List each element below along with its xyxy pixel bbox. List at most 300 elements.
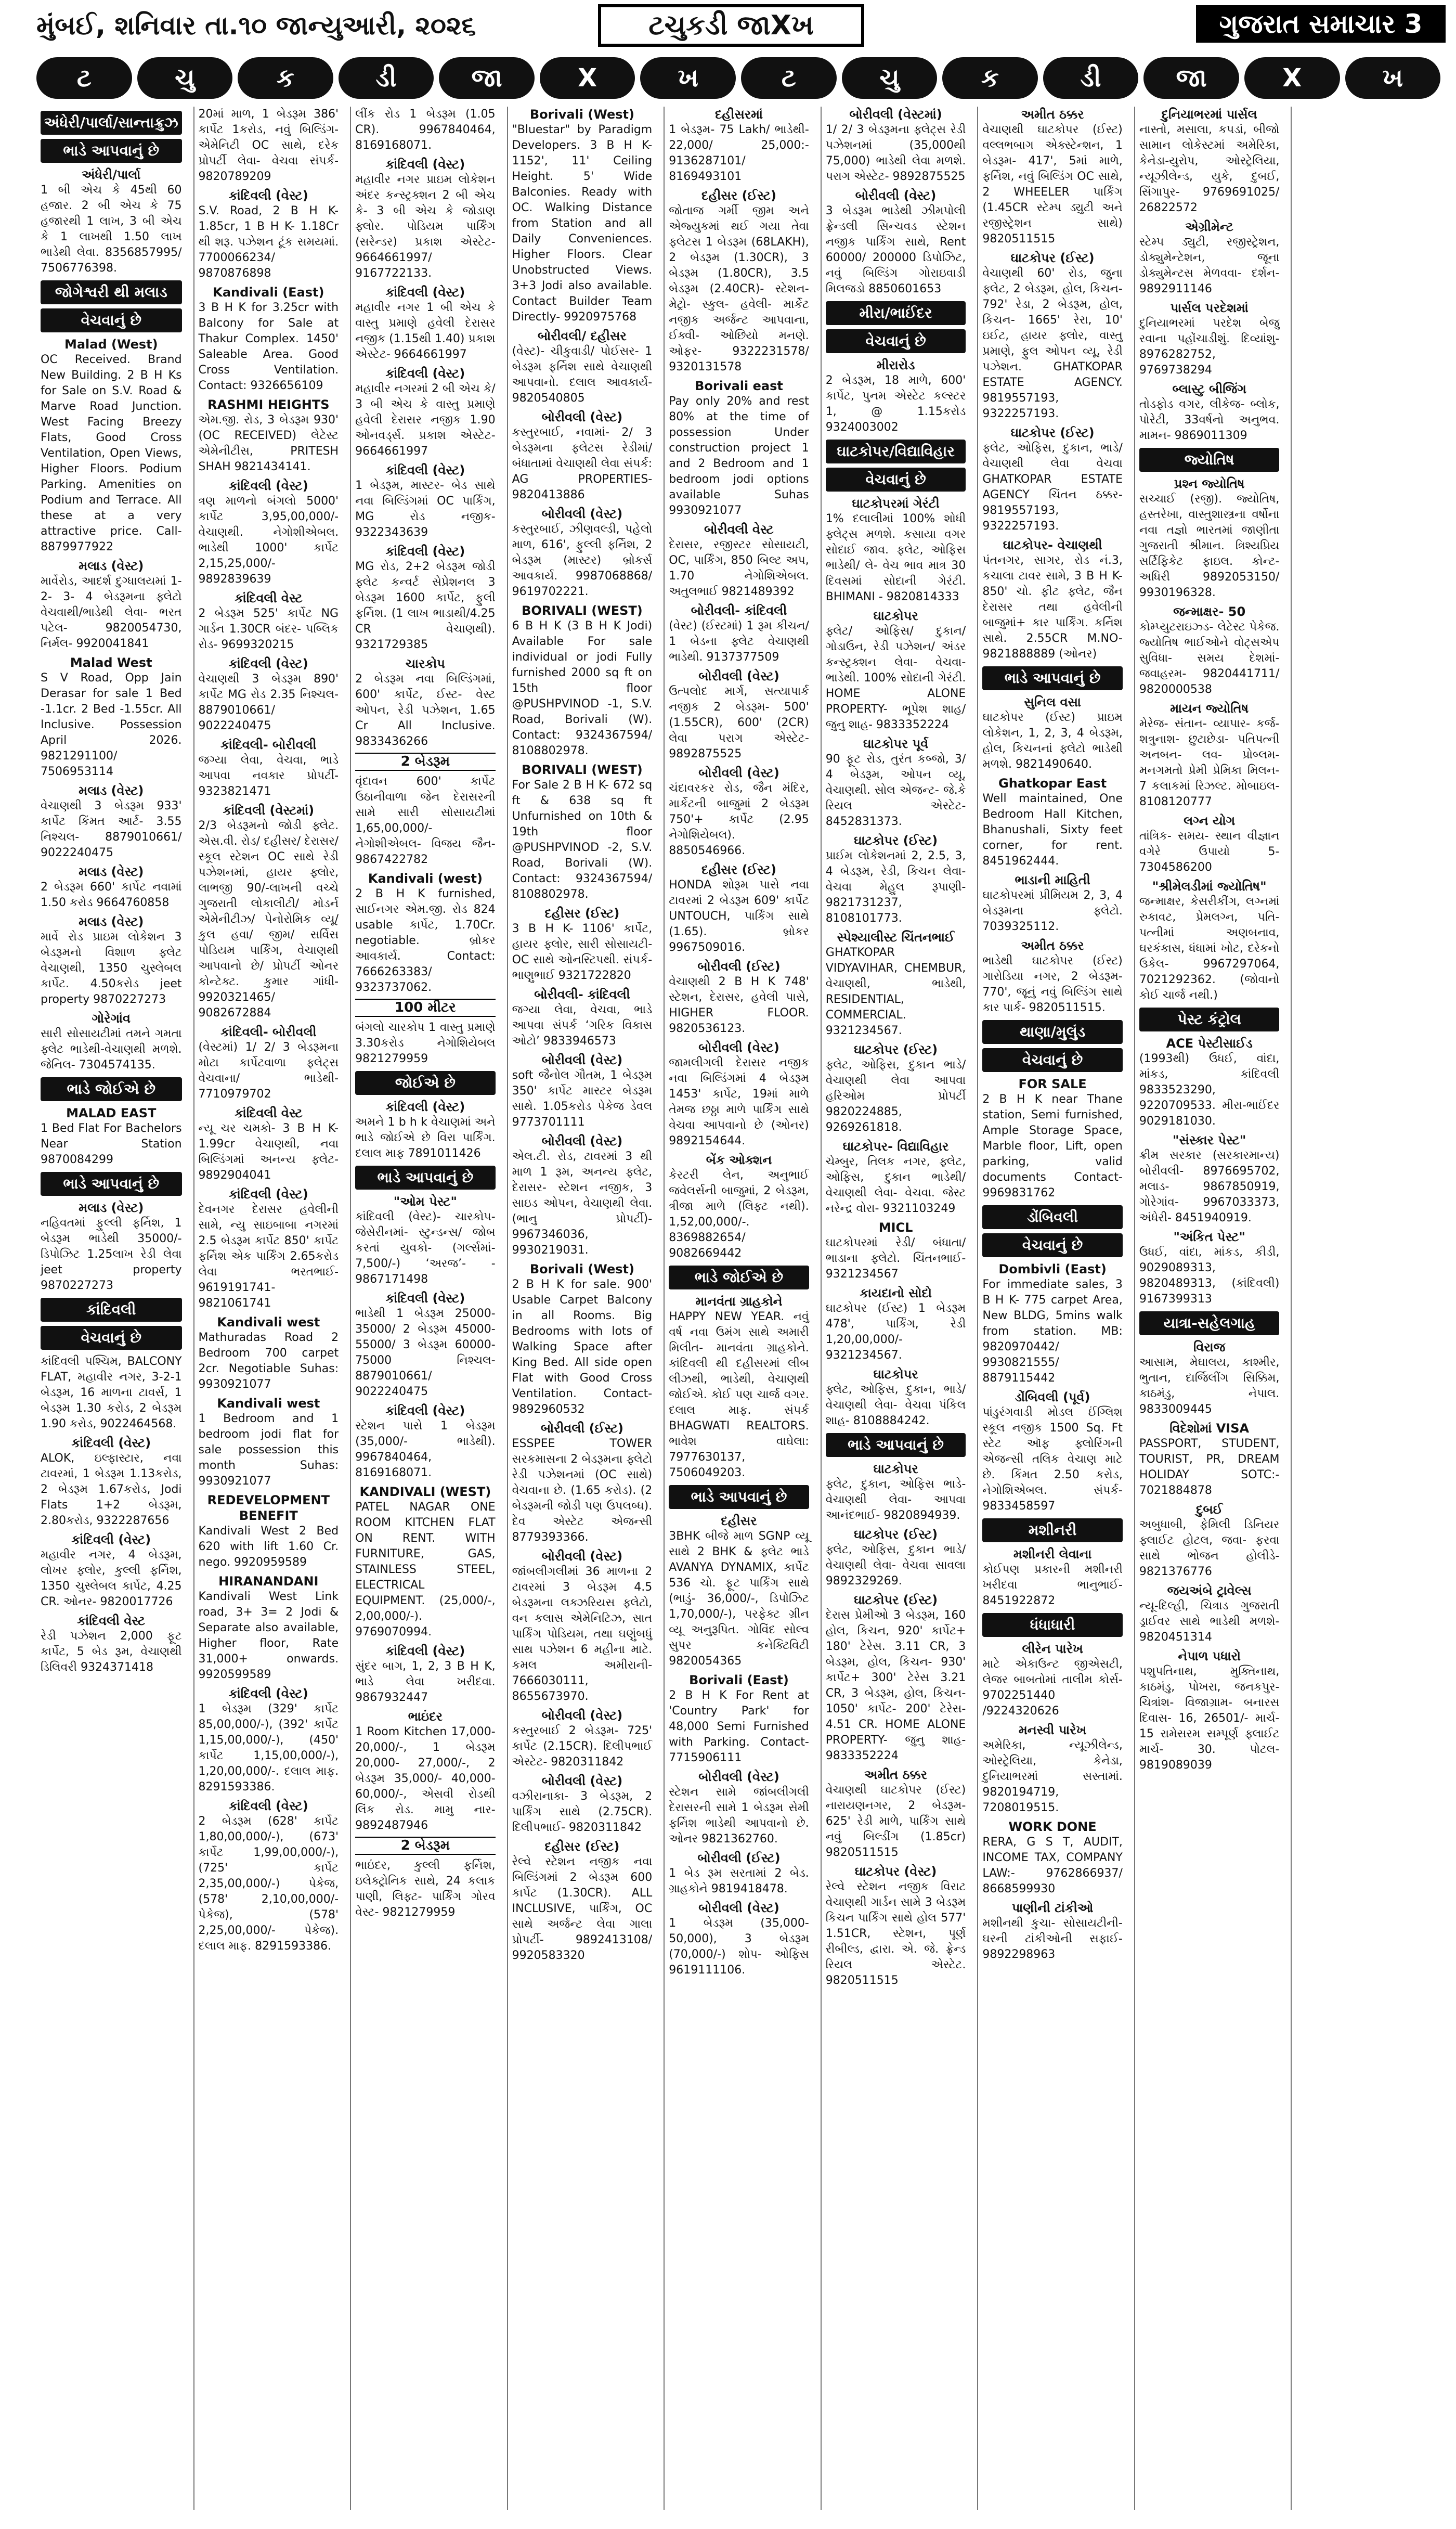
classified-ad [512, 906, 653, 984]
classified-ad [826, 930, 966, 1039]
ad-heading: દુનિયાભરમાં પાર્સલ [1161, 107, 1257, 122]
ad-heading: ગોરેગાંવ [92, 1011, 131, 1026]
ad-heading: Borivali (West) [529, 107, 634, 122]
classified-ad [199, 803, 339, 1021]
classified-ad [512, 107, 653, 325]
ad-heading: Kandivali west [217, 1396, 320, 1411]
ad-text: તાંત્રિક- સમય- સ્થાન વીજ્ઞાન વગેરે ઉપાયો 5- 7304586200 [1139, 830, 1280, 874]
section-heading: વેચવાનું છે [982, 1233, 1123, 1257]
strip-letter: X [1244, 57, 1340, 99]
ad-text: નહિવતમાં ફુલ્લી ફર્નિશ, 1 બેડરૂમ ભાડેથી 35000/- ડિપોઝિટ 1.25લાખ રેડી લેવા jeet property 9870227273 [41, 1217, 182, 1292]
column-2 [193, 107, 343, 2510]
ad-heading: ઘાટકોપર (ઈસ્ટ) [853, 1042, 938, 1057]
ad-heading: બોરીવલી (વેસ્ટ) [698, 1040, 779, 1055]
ad-text: લીંક રોડ 1 બેડરૂમ (1.05 CR). 9967840464, 8169168071. [355, 108, 496, 152]
ad-heading: દહીસર (ઈસ્ટ) [544, 1839, 620, 1854]
ad-heading: RASHMI HEIGHTS [207, 397, 330, 412]
ad-text: બંગલો ચારકોપ 1 વાસ્તુ પ્રમાણે 3.30કરોડ નેગોશિયેબલ 9821279959 [355, 1021, 496, 1065]
classified-ad [41, 558, 182, 652]
classified-ad [41, 1200, 182, 1294]
ad-heading: સુનિલ વસા [1024, 695, 1081, 709]
ad-text: HAPPY NEW YEAR. નવું વર્ષ નવા ઉમંગ સાથે અમારી મિલીત- માનવંતા ગ્રાહકોને. કાંદિવલી થી દહીસરમાં લીબ લીઝથી, ભાડેથી, વેચાણથી જોઈએ. કોઈ પણ ચાર્જ વગર. દલાલ માફ. સંપર્ક BHAGWATI REALTORS. ભાવેશ વાઘેલા: 7977630137, 7506049203. [669, 1310, 809, 1479]
classified-ad [512, 762, 653, 902]
ad-text: ફ્લેટ, દુકાન, ઓફિસ ભાડે- વેચાણથી લેવા- આપવા આનંદભાઈ- 9820894939. [825, 1478, 966, 1522]
classified-ad [982, 776, 1123, 869]
classified-ad [512, 409, 653, 503]
ad-heading: Kandivali (East) [213, 285, 324, 300]
ad-heading: માયન જ્યોતિષ [1170, 701, 1249, 716]
classified-ad [355, 656, 496, 750]
strip-letter: ખ [1345, 57, 1441, 99]
classified-ad [355, 1403, 496, 1481]
ad-heading: વિદેશોમાં VISA [1169, 1421, 1250, 1436]
ad-heading: વિરાજ [1193, 1340, 1226, 1354]
ad-text: 1 Room Kitchen 17,000- 20,000/-, 1 બેડરૂમ 20,000- 27,000/-, 2 બેડરૂમ 35,000/- 40,000- 60,000/-, એસવી રોડથી લિંક રોડ. મામુ નાર- 9892487946 [355, 1725, 496, 1832]
classified-ad [826, 496, 966, 605]
classified-ad [982, 1722, 1123, 1816]
section-heading: યાત્રા-સહેલગાહ [1139, 1311, 1280, 1335]
column-4 [507, 107, 657, 2510]
ad-text: જાંબલીગલીમાં 36 માળના 2 ટાવરમાં 3 બેડરૂમ 4.5 બેડરૂમના લક્ઝરિયસ ફ્લેટો, વન કલાસ એમેનિટિઝ, સાત પાર્કિંગ પોડિયમ, તથા ઘણુંબધું સાથ પઝેશન 6 મહીના માટે. કમલ અમીરાની- 7666030111, 8655673970. [512, 1565, 653, 1703]
ad-text: જગ્યા લેવા, વેચવા, ભાડે આપવા નવકાર પ્રોપર્ટી- 9323821471 [198, 754, 339, 798]
classified-columns [36, 107, 1440, 2510]
ad-heading: કાંદિવલી વેસ્ટ [234, 591, 303, 605]
classified-ad [355, 544, 496, 653]
ad-heading: "અંકિત પેસ્ટ" [1173, 1230, 1245, 1244]
ad-heading: દહીસર (ઈસ્ટ) [701, 188, 776, 203]
ad-text: પાંડુરંગવાડી મોડલ ઈંગ્લિશ સ્કૂલ નજીક 1500 Sq. Ft સ્ટેટ ઑફ ફ્લોરિંગની એજન્સી તલિક વેચાણ માટે છે. કિંમત 2.50 કરોડ, નેગોશિએબલ. સંપર્ક- 9833458597 [982, 1406, 1123, 1513]
ad-heading: Ghatkopar East [998, 776, 1107, 791]
ad-text: માર્વે રોડ પ્રાઇમ લોકેશન 3 બેડરૂમનો વિશાળ ફ્લેટ વેચાણથી, 1350 ચુસ્લેબલ કાર્પેટ. 4.50કરોડ jeet property 9870227273 [41, 931, 182, 1006]
strip-letter: ટ [36, 57, 132, 99]
ad-text: Kandivali West 2 Bed 620 with lift 1.60 Cr. nego. 9920959589 [198, 1525, 339, 1569]
ad-text: માર્વેરોડ, આદર્શ દુગ્ધાલયમાં 1- 2- 3- 4 બેડરૂમના ફ્લેટો વેચવાથી/ભાડેથી લેવા- ભરત પટેલ- 9820054730, નિર્મલ- 9920041841 [41, 575, 182, 650]
section-heading: ડોંબિવલી [982, 1205, 1123, 1229]
ad-heading: બોરીવલી (ઈસ્ટ) [697, 1851, 781, 1865]
strip-letter: ક [238, 57, 333, 99]
ad-heading: ઘાટકોપર (ઈસ્ટ) [853, 1527, 938, 1542]
classified-ad [199, 397, 339, 475]
classified-ad [199, 478, 339, 587]
classified-ad [41, 783, 182, 861]
ad-heading: બોરીવલી (વેસ્ટ) [698, 1770, 779, 1784]
classified-ad [41, 1105, 182, 1168]
classified-ad [669, 603, 809, 665]
ad-heading: અમીત ઠક્કર [864, 1767, 927, 1782]
classified-ad [355, 366, 496, 459]
ad-heading: જન્માક્ષર- 50 [1173, 604, 1246, 619]
ad-text: ફ્લેટ, ઓફિસ, દુકાન ભાડે/ વેચાણથી લેવા- વેચવા સાવલા 9892329269. [825, 1543, 966, 1588]
column-6 [821, 107, 970, 2510]
section-heading: મીરા/ભાઈંદર [826, 301, 966, 325]
section-heading: વેચવાનું છે [41, 1326, 182, 1350]
ad-text: 2 B H K near Thane station, Semi furnished, Ample Storage Space, Marble floor, Lift, open parking, valid documents Contact- 9969831762 [982, 1093, 1123, 1199]
section-heading: થાણા/મુલુંડ [982, 1020, 1123, 1044]
ad-heading: સ્પેશ્યાલીસ્ટ ચિંતનભાઈ [837, 930, 955, 945]
ad-heading: બોરીવલી (વેસ્ટ) [541, 507, 623, 521]
ad-text: કોઈપણ પ્રકારની મશીનરી ખરીદવા ભાનુભાઈ- 8451922872 [982, 1563, 1123, 1607]
section-heading: ભાડે આપવાનું છે [41, 1172, 182, 1196]
classified-ad [982, 250, 1123, 422]
ad-text: રેલ્વે સ્ટેશન નજીક વિરાટ વેચાણથી ગાર્ડન સામે 3 બેડરૂમ કિચન પાર્કિંગ સાથે હોલ 577' 1.51CR, સ્ટેશન, પૂર્ણ રીબીલ્ડ, દ્વારા. એ. જે. ફ્રેન્ડ રિયલ એસ્ટેટ. 9820511515 [825, 1880, 966, 1987]
sub-heading: 100 મીટર [355, 999, 496, 1017]
ad-heading: ઘાટકોપર [873, 1367, 918, 1382]
ad-heading: નેપાળ પધારો [1178, 1649, 1241, 1663]
classified-ad [826, 1139, 966, 1217]
ad-text: જગ્યા લેવા, વેચવા, ભાડે આપવા સંપર્ક ‘ગરિક વિકાસ ઓટો’ 9833946573 [512, 1003, 653, 1048]
classified-ad [199, 188, 339, 281]
classified-ad [982, 537, 1123, 662]
classified-ad [355, 462, 496, 540]
ad-text: મહાવીર નગરમાં 2 બી એચ કે/ 3 બી એચ કે વાસ્તુ પ્રમાણે હવેલી દેરાસર નજીક 1.90 ઓનવર્ડ્સ. પ્રકાશ એસ્ટેટ- 9664661997 [355, 382, 496, 458]
classified-ad [669, 765, 809, 859]
classified-ad [826, 1220, 966, 1282]
ad-text: 2 બેડરૂમ, 18 માળે, 600' કાર્પેટ, પુનમ એસ્ટેટ કલ્સ્ટર 1, @ 1.15કરોડ 9324003002 [825, 374, 966, 434]
ad-heading: અમીત ઠક્કર [1021, 938, 1084, 953]
ad-text: ભાઇંદર, કુલ્લી ફર્નિશ, ઇલેક્ટ્રોનિક સાથે, 24 કલાક પાણી, લિફ્ટ- પાર્કિંગ ગોરવ વેસ્ટ- 9821279959 [355, 1859, 496, 1919]
ad-text: 90 ફૂટ રોડ, તુરંત કબ્જો, 3/ 4 બેડરૂમ, ઓપન વ્યૂ, વેચાણથી. સોલ એજન્ટ- જે.કે રિયલ એસ્ટેટ- 8452831373. [825, 753, 966, 828]
ad-heading: બેંક ઓક્શન [706, 1153, 772, 1167]
classified-ad [826, 357, 966, 435]
ad-text: (1993થી) ઉધઈ, વાંદા, માંકડ, કાંદિવલી 9833523290, 9220709533. મીરા-ભાઈંદર 9029181030. [1139, 1052, 1280, 1128]
ad-text: 20માં માળ, 1 બેડરૂમ 386' કાર્પેટ 1કરોડ, નવું બિલ્ડિંગ- એમેનિટી OC સાથે, દરેક પ્રોપર્ટી લેવા- વેચવા સંપર્ક- 9820789209 [198, 108, 339, 183]
ad-heading: બોરીવલી (વેસ્ટ) [855, 188, 937, 203]
ad-heading: મલાડ (વેસ્ટ) [79, 914, 144, 929]
ad-heading: WORK DONE [1008, 1820, 1097, 1834]
classified-ad [41, 1011, 182, 1073]
ad-text: ન્યૂ-દિલ્હી, ચિત્રાડ ગુજરાતી ડ્રાઈવર સાથે ભાડેથી મળશે- 9820451314 [1139, 1599, 1280, 1644]
ad-text: સચ્ચાઈ (રજી). જ્યોતિષ, હસ્તરેખા, વાસ્તુશાસ્ત્રના વર્ષોના નવા તજ્ઞો ભારતમાં જાણીતા ગુજરાતી શ્રીમાન. ત્રિશ્યપ્રિય સર્ટિફિકેટ ફાઇલ. કોન્ટ- અધિરી 9892053150/ 9930196328. [1139, 493, 1280, 599]
ad-text: રેલ્વે સ્ટેશન નજીક નવા બિલ્ડિંગમાં 2 બેડરૂમ 600 કાર્પેટ (1.30CR). ALL INCLUSIVE, પાર્કિંગ, OC સાથે અર્જન્ટ લેવા ગાલા પ્રોપર્ટી- 9892413108/ 9920583320 [512, 1855, 653, 1962]
section-heading: ભાડે આપવાનું છે [355, 1166, 496, 1190]
ad-text: 1 બેડરૂમ (329' કાર્પેટ 85,00,000/-), (392' કાર્પેટ 1,15,00,000/-), (450' કાર્પેટ 1,15,00,000/-), 1,20,00,000/-. દલાલ માફ. 8291593386. [198, 1702, 339, 1793]
classified-ad [41, 914, 182, 1008]
ad-heading: ઘાટકોપર (ઈસ્ટ) [853, 833, 938, 848]
classified-ad [512, 328, 653, 406]
ad-text: 2/3 બેડરૂમનો જોડી ફ્લેટ. એસ.વી. રોડ/ દહીસર/ દેરાસર/ સ્કૂલ સ્ટેશન OC સાથે રેડી પઝેશનમાં, હાયર ફ્લોર, લાભજી 90/-લાખની વચ્ચે ગુજરાતી લોકાલીટી/ મોડર્ન એમેનીટીઝ/ પેનોરોમિક વ્યૂ/ કુલ હવા/ જીમ/ સર્વિસ પોડિયમ પાર્કિંગ, વેચાણથી આપવાનો છે/ પ્રોપર્ટી ઓનર કોન્ટેક્ટ. કુમાર ગાંધી- 9920321465/ 9082672884 [198, 819, 339, 1020]
section-title: ટચુકડી જાXખ [598, 4, 864, 47]
ad-text: S V Road, Opp Jain Derasar for sale 1 Bed -1.1cr. 2 Bed -1.55cr. All Inclusive. Possession April 2026. 9821291100/ 7506953114 [41, 672, 182, 778]
ad-text: અમેરિકા, ન્યૂઝીલેન્ડ, ઓસ્ટ્રેલિયા, કેનેડા, દુનિયાભરમાં સસ્તામાં. 9820194719, 7208019515. [982, 1739, 1123, 1814]
ad-text: soft જૈનોલ ગૌતમ, 1 બેડરૂમ 350' કાર્પેટ માસ્ટર બેડરૂમ સાથે. 1.05કરોડ પેકેજ ડેવલ 9773701111 [512, 1069, 653, 1129]
ad-heading: Kandivali (west) [368, 871, 483, 886]
classified-ad [199, 656, 339, 734]
ad-text: મશીનથી કુચા- સોસાયટીની- ઘરની ટાંકીઓની સફાઈ- 9892298963 [982, 1917, 1123, 1961]
ad-text: સ્ટેશન સામે જાંબલીગલી દેરાસરની સામે 1 બેડરૂમ સેમી ફર્નિશ ભાડેથી આપવાનો છે. ઓનર 9821362760. [669, 1786, 809, 1846]
ad-text: દેવનગર દેરાસર હવેલીની સામે, ન્યુ સાઇબાબા નગરમાં 2.5 બેડરૂમ કાર્પેટ 850' કાર્પેટ ફર્નિશ એક પાર્કિંગ 2.65કરોડ લેવા ભરતભાઈ- 9619191741- 9821061741 [198, 1203, 339, 1310]
section-heading: કાંદિવલી [41, 1298, 182, 1322]
ad-text: 1 બેડરૂમ- 75 Lakh/ ભાડેથી- 22,000/ 25,000:- 9136287101/ 8169493101 [669, 123, 809, 183]
ad-text: S.V. Road, 2 B H K- 1.85cr, 1 B H K- 1.18Cr થી શરૂ. પઝેશન ટૂંક સમયમાં. 7700066234/ 9870876898 [198, 204, 339, 280]
ad-heading: ઘાટકોપર (ઈસ્ટ) [1010, 251, 1095, 265]
ad-text: 3 B H K for 3.25cr with Balcony for Sale at Thakur Complex. 1450' Saleable Area. Good Cross Ventilation. Contact: 9326656109 [198, 301, 339, 392]
ad-text: 3BHK બીજે માળ SGNP વ્યૂ સાથે 2 BHK & ફ્લેટ ભાડે AVANYA DYNAMIX, કાર્પેટ 536 ચો. ફૂટ પાર્કિંગ સાથે (ભાડું- 36,000/-, ડિપોઝિટ 1,70,000/-), પરફેક્ટ ગ્રીન વ્યૂ અનુરૂપિત. ગોવિંદ સોલ્વ સુપર કનેક્ટિવિટી 9820054365 [669, 1530, 809, 1668]
ad-heading: REDEVELOPMENT BENEFIT [207, 1493, 330, 1523]
ad-heading: કાંદિવલી (વેસ્ટ) [71, 1436, 151, 1450]
ad-heading: બોરીવલી (વેસ્ટમાં) [849, 107, 942, 122]
ad-text: માટે એકાઉન્ટ જીએસટી, લેજર બાબતોમાં તાલીમ કોર્સ- 9702251440 /9224320626 [982, 1658, 1123, 1718]
ad-text: 2 બેડરૂમ 660' કાર્પેટ નવામાં 1.50 કરોડ 9664760858 [41, 881, 182, 909]
ad-text: Pay only 20% and rest 80% at the time of possession Under construction project 1 and 2 Bedroom and 1 bedroom jodi options available Suhas 9930921077 [669, 395, 809, 517]
classified-ad [512, 603, 653, 759]
ad-text: PASSPORT, STUDENT, TOURIST, PR, DREAM HOLIDAY SOTC:- 7021884878 [1139, 1437, 1280, 1497]
column-3 [350, 107, 500, 2510]
newspaper-name: ગુજરાત સમાચાર 3 [1196, 5, 1446, 43]
ad-heading: બોરીવલી (વેસ્ટ) [698, 766, 779, 780]
ad-heading: ઘાટકોપર [873, 1462, 918, 1476]
ad-heading: મીરારોડ [876, 358, 915, 372]
ad-text: વઝીરાનાકા- 3 બેડરૂમ, 2 પાર્કિંગ સાથે (2.75CR). દિલીપભાઈ- 9820311842 [512, 1790, 653, 1834]
ad-text: (વેસ્ટ) (ઈસ્ટમાં) 1 રૂમ કીચન/ 1 બેડના ફ્લેટ વેચાણથી ભાડેથી. 9137377509 [669, 620, 809, 664]
classified-ad [1139, 1583, 1280, 1645]
ad-text: Mathuradas Road 2 Bedroom 700 carpet 2cr. Negotiable Suhas: 9930921077 [198, 1331, 339, 1391]
classified-ad [1139, 1132, 1280, 1226]
column-7 [977, 107, 1127, 2510]
ad-heading: પાણીની ટાંકીઓ [1011, 1901, 1094, 1915]
ad-text: For Sale 2 B H K- 672 sq ft & 638 sq ft Unfurnished on 10th & 19th floor @PUSHPVINOD -2, S.V. Road, Borivali (W). Contact: 9324367594/ 8108802978. [512, 779, 653, 901]
section-heading: ઘાટકોપર/વિદ્યાવિહાર [826, 440, 966, 463]
section-heading: વેચવાનું છે [826, 329, 966, 353]
ad-text: ત્રણ માળનો બંગલો 5000' કાર્પેટ 3,95,00,000/- વેચાણથી. નેગોશીએબલ. ભાડેથી 1000' કાર્પેટ 2,15,25,000/- 9892839639 [198, 495, 339, 586]
classified-ad [1139, 476, 1280, 601]
classified-ad [1139, 381, 1280, 444]
ad-text: વેચાણથી 60' રોડ, જુના ફ્લેટ, 2 બેડરૂમ, હોલ, કિચન- 792' રેડા, 2 બેડરૂમ, હોલ, કિચન- 1665' રેરા, 10' ઇઈટ, હાયર ફ્લોર, વાસ્તુ પ્રમાણે, ફુલ ઓપન વ્યૂ, રેડી પઝેશન. GHATKOPAR ESTATE AGENCY. 9819557193, 9322257193. [982, 267, 1123, 420]
ad-heading: કાંદિવલી (વેસ્ટ) [385, 1403, 465, 1418]
ad-text: PATEL NAGAR ONE ROOM KITCHEN FLAT ON RENT. WITH FURNITURE, GAS, STAINLESS STEEL, ELECTRICAL EQUIPMENT. (25,000/-, 2,00,000/-). 9769070994. [355, 1501, 496, 1638]
classified-ad [669, 1294, 809, 1481]
ad-heading: ભાઇંદર [408, 1709, 443, 1724]
ad-heading: બોરીવલી- કાંદિવલી [534, 987, 630, 1002]
ad-text: જામલીગલી દેરાસર નજીક નવા બિલ્ડિંગમાં 4 બેડરૂમ 1453' કાર્પેટ, 19માં માળે તેમજ છઠ્ઠા માળે પાર્કિંગ સાથે વેચવા આપવાનો છે (ઓનર) 9892154644. [669, 1056, 809, 1147]
classified-ad [826, 1864, 966, 1989]
ad-text: ચેમ્બુર, તિલક નગર, ફ્લેટ, ઓફિસ, દુકાન ભાડેથી/ વેચાણથી લેવા- વેચવા. જેસ્ટ નરેન્દ્ર વોરા- 9321103249 [825, 1155, 966, 1215]
classified-ad [982, 694, 1123, 772]
ad-heading: અમીત ઠક્કર [1021, 107, 1084, 122]
ad-heading: ભાડાની માહિતી [1015, 873, 1090, 887]
ad-heading: લીરેન પારેખ [1022, 1642, 1083, 1656]
ad-text: ઉત્પલોદ માર્ગ, સત્યાપાર્ક નજીક 2 બેડરૂમ- 500' (1.55CR), 600' (2CR) લેવા પરાગ એસ્ટેટ- 9892875525 [669, 685, 809, 760]
ad-text: ઉધઈ, વાંદા, માંકડ, કીડી, 9029089313, 9820489313, (કાંદિવલી) 9167399313 [1139, 1246, 1280, 1306]
ad-heading: પાર્સલ પરદેશમાં [1170, 301, 1249, 315]
ad-heading: બોરીવલી (વેસ્ટ) [541, 1708, 623, 1723]
classified-ad [669, 107, 809, 185]
classified-ad [669, 1769, 809, 1847]
classified-ad [512, 506, 653, 600]
ad-text: પશુપતિનાથ, મુક્તિનાથ, કાઠમંડુ, પોખરા, જનકપુર- ચિત્રાંશ- વિજાગ્રામ- બનારસ દિવાસ- 16, 26501/- માર્ચ- 15 રામેસરમ સમ્પૂર્ણ ફ્લાઈટ માર્ચ- 30. પોટલ- 9819089039 [1139, 1665, 1280, 1772]
ad-text: 3 બેડરૂમ ભાડેથી ઝીમપોલી ફ્રેન્ડલી સિન્ચવડ સ્ટેશન નજીક પાર્કિંગ સાથે, Rent 60000/ 200000 ડિપોઝિટ, નવું બિલ્ડિંગ ગોરાઇવાડી મિલજડો 8850601653 [825, 204, 966, 295]
section-heading: વેચવાનું છે [826, 468, 966, 492]
classified-ad [669, 1900, 809, 1978]
ad-heading: "ઓમ પેસ્ટ" [393, 1194, 458, 1209]
ad-heading: કાંદિવલી વેસ્ટ [234, 1106, 303, 1120]
ad-text: દુનિયાભરમાં પરદેશ બેજુ રવાના પહોંચાડીશું. દિવ્યાંશુ- 8976282752, 9769738294 [1139, 317, 1280, 377]
classified-ad [982, 1641, 1123, 1719]
ad-heading: Dombivli (East) [998, 1262, 1107, 1276]
classified-ad [1139, 1421, 1280, 1499]
section-heading: અંધેરી/પાર્લા/સાન્તાક્રુઝ [41, 111, 182, 135]
classified-ad [826, 1366, 966, 1429]
classified-ad [512, 1133, 653, 1258]
ad-text: HONDA શોરૂમ પાસે નવા ટાવરમાં 2 બેડરૂમ 609' કાર્પેટ UNTOUCH, પાર્કિંગ સાથે (1.65). બ્રોકર 9967509016. [669, 879, 809, 954]
ad-text: અમને 1 b h k વેચાણમાં અને ભાડે જોઈએ છે વિરા પાર્કિંગ. દલાલ માફ 7891011426 [355, 1116, 496, 1160]
classified-ad [1139, 107, 1280, 216]
ad-heading: દહીસરમાં [714, 107, 763, 122]
ad-text: એમ.જી. રોડ, 3 બેડરૂમ 930' (OC RECEIVED) લેટેસ્ટ એમેનીટીસ, PRITESH SHAH 9821434141. [198, 414, 339, 473]
classified-ad [982, 425, 1123, 534]
classified-ad [41, 337, 182, 555]
ad-text: સારી સોસાયટીમાં તમને ગમતા ફ્લેટ ભાડેથી-વેચાણથી મળશે. જેનિલ- 7304574135. [41, 1027, 182, 1072]
classified-ad [1139, 1036, 1280, 1129]
ad-heading: BORIVALI (WEST) [522, 763, 643, 777]
classified-ad [355, 107, 496, 153]
ad-text: 2 બેડરૂમ 525' કાર્પેટ NG ગાર્ડન 1.30CR બંદર- પબ્લિક રોડ- 9699320215 [198, 607, 339, 651]
ad-heading: મલાડ (વેસ્ટ) [79, 559, 144, 573]
strip-letter: ડી [339, 57, 434, 99]
classified-ad [669, 378, 809, 519]
ad-text: મેરેજ- સંતાન- વ્યાપાર- કર્જ- શત્રુનાશ- છુટાછેડા- પતિપત્ની અનબન- લવ- પ્રોબ્લમ- મનગમતો પ્રેમી પ્રેમિકા મિલન- 7 કલાકમાં રિઝલ્ટ. મોબાઇલ- 8108120777 [1139, 717, 1280, 808]
ad-heading: બોરીવલી/ દહીસર [538, 329, 627, 343]
ad-heading: કાંદિવલી (વેસ્ટ) [385, 463, 465, 478]
ad-text: ફ્લેટ, ઓફિસ, દુકાન, ભાડે/ વેચાણથી લેવા વેચવા GHATKOPAR ESTATE AGENCY ચિંતન ઠક્કર- 9819557193, 9322257193. [982, 442, 1123, 533]
ad-text: આસામ, મેઘાલય, કાશ્મીર, ભુતાન, દાર્જિલીંગ સિક્કિમ, કાઠમંડુ, નેપાલ. 9833009445 [1139, 1356, 1280, 1416]
classified-ad [669, 1152, 809, 1261]
ad-heading: બોરીવલી (વેસ્ટ) [698, 669, 779, 683]
classified-ad [199, 737, 339, 799]
strip-letter: ડી [1043, 57, 1139, 99]
ad-heading: કાયદાનો સોદો [860, 1286, 932, 1300]
classified-ad [199, 285, 339, 394]
classified-ad [826, 833, 966, 926]
ad-text: 1 બેડરૂમ (35,000- 50,000), 3 બેડરૂમ (70,000/-) શોપ- ઓફિસ 9619111106. [669, 1917, 809, 1977]
masthead [0, 0, 1456, 57]
classified-ad [199, 1686, 339, 1795]
classified-ad [512, 1549, 653, 1705]
ad-text: ભાડેથી ઘાટકોપર (ઈસ્ટ) ગારોડિયા નગર, 2 બેડરૂમ- 770', જૂનું નવું બિલ્ડિંગ સાથે કાર પાર્ક- 9820511515. [982, 954, 1123, 1014]
strip-letter: ચુ [137, 57, 233, 99]
ad-text: ફ્લેટ, ઓફિસ, દુકાન, ભાડે/ વેચાણથી લેવા- વેચવા પંકિલ શાહ- 8108884242. [825, 1383, 966, 1427]
ad-heading: Borivali east [695, 379, 783, 393]
section-heading: ભાડે આપવાનું છે [826, 1433, 966, 1457]
ad-text: રેડી પઝેશન 2,000 ફૂટ કાર્પેટ, 5 બેડ રૂમ, વેચાણથી ડિલિવરી 9324371418 [41, 1630, 182, 1674]
ad-heading: MALAD EAST [66, 1106, 157, 1120]
classified-ad [512, 1773, 653, 1836]
ad-heading: ચારકોપ [405, 656, 445, 671]
ad-heading: પ્રશ્ન જ્યોતિષ [1174, 476, 1245, 491]
classified-ad [826, 608, 966, 733]
ad-text: Kandivali West Link road, 3+ 3= 2 Jodi & Separate also available, Higher floor, Rate 31,000+ onwards. 9920599589 [198, 1590, 339, 1681]
ad-heading: અંધેરી/પાર્લા [82, 167, 141, 182]
ad-text: 1 Bedroom and 1 bedroom jodi flat for sale possession this month Suhas: 9930921077 [198, 1412, 339, 1488]
ad-text: કસ્તુરબાઈ, નવામાં- 2/ 3 બેડરૂમના ફ્લેટસ રેડીમાં/ બંધાતામાં વેચાણથી લેવા સંપર્ક: AG PROPERTIES- 9820413886 [512, 426, 653, 501]
classified-ad [512, 987, 653, 1049]
ad-heading: ડોંબિવલી (પૂર્વ) [1015, 1390, 1090, 1404]
classified-ad [512, 1261, 653, 1417]
classified-ad [1139, 1339, 1280, 1417]
classified-ad [41, 1435, 182, 1529]
ad-text: 6 B H K (3 B H K Jodi) Available For sale individual or jodi Fully furnished 2000 sq ft on 15th floor @PUSHPVINOD -1, S.V. Road, Borivali (W). Contact: 9324367594/ 8108802978. [512, 620, 653, 757]
classified-ad [199, 1396, 339, 1489]
ad-text: ન્યૂ ચર ચમકો- 3 B H K- 1.99cr વેચાણથી, નવા બિલ્ડિંગમાં અનન્ય ફ્લેટ- 9892904041 [198, 1122, 339, 1182]
classified-ad [826, 1767, 966, 1861]
ad-text: કસ્તુરબાઈ, ઝીણવલ્ડી, પહેલો માળ, 616', ફુલ્લી ફર્નિશ, 2 બેડરૂમ (માસ્ટર) બ્રોકર્સ આવકાર્ય. 9987068868/ 9619702221. [512, 523, 653, 598]
ad-text: પંતનગર, સાગર, રોડ નં.3, કચાલા ટાવર સામે, 3 B H K- 850' ચો. ફીટ ફ્લેટ, જૈન દેરાસર તથા હવેલીની બાજુમાં+ કાર પાર્કિંગ. કર્નિશ સાથે. 2.55CR M.NO- 9821888889 (ઓનર) [982, 554, 1123, 661]
classified-ad [355, 157, 496, 281]
ad-heading: કાંદિવલી (વેસ્ટ) [228, 1187, 308, 1202]
section-heading: ભાડે આપવાનું છે [982, 666, 1123, 690]
ad-heading: મલાડ (વેસ્ટ) [79, 783, 144, 798]
ad-text: (વેસ્ટ)- ચીકુવાડી/ પોઈસર- 1 બેડરૂમ ફર્નિશ સાથે વેચાણથી આપવાનો. દલાલ આવકાર્ય- 9820540805 [512, 345, 653, 405]
classified-ad [1139, 219, 1280, 297]
ad-text: ક્રીમ સરકાર (સરકારમાન્ય) બોરીવલી- 8976695702, મલાડ- 9867850919, ગોરેગાંવ- 9967033373, અંધેરી- 8451940919. [1139, 1149, 1280, 1224]
classified-ad [669, 1040, 809, 1149]
ad-heading: કાંદિવલી (વેસ્ટ) [385, 366, 465, 381]
ad-heading: ઘાટકોપર- વેચાણથી [1003, 538, 1102, 552]
ad-text: 2 B H K For Rent at 'Country Park' for 48,000 Semi Furnished with Parking. Contact- 7715906111 [669, 1689, 809, 1764]
ad-text: MG રોડ, 2+2 બેડરૂમ જોડી ફ્લેટ કન્વર્ટ સેપ્રેશનલ 3 બેડરૂમ 1600 કાર્પેટ, ફુલી ફર્નિશ. (1 લાખ ભાડાથી/4.25 CR વેચાણથી). 9321729385 [355, 560, 496, 651]
section-heading: જ્યોતિષ [1139, 448, 1280, 472]
classified-ad [1139, 1229, 1280, 1307]
ad-text: GHATKOPAR VIDYAVIHAR, CHEMBUR, વેચાણથી, ભાડેથી, RESIDENTIAL, COMMERCIAL. 9321234567. [825, 946, 966, 1037]
classified-ad [512, 1708, 653, 1770]
classified-ad [41, 167, 182, 276]
classified-ad [355, 1291, 496, 1400]
section-heading: ધંધાધારી [982, 1613, 1123, 1637]
ad-text: 1 બી એચ કે 45થી 60 હજાર. 2 બી એચ કે 75 હજારથી 1 લાખ, 3 બી એચ કે 1 લાખથી 1.50 લાખ ભાડેથી લેવા. 8356857995/ 7506776398. [41, 184, 182, 275]
ad-heading: કાંદિવલી (વેસ્ટમાં) [223, 803, 315, 818]
classified-ad [669, 668, 809, 762]
ad-heading: કાંદિવલી (વેસ્ટ) [228, 656, 308, 671]
classified-ad [826, 1592, 966, 1764]
classified-ad [355, 871, 496, 996]
ad-heading: બોરીવલી (ઈસ્ટ) [697, 959, 781, 974]
classified-ad [199, 1024, 339, 1102]
section-heading: ભાડે જોઈએ છે [669, 1266, 809, 1289]
ad-text: કેરટરી લેન, અનુભાઈ જવેલર્સની બાજુમાં, 2 બેડરૂમ, ત્રીજા માળે (લિફ્ટ નથી). 1,52,00,000/-. 8369882654/ 9082669442 [669, 1169, 809, 1260]
ad-heading: બ્લાસ્ટુ બીજિંગ [1172, 382, 1246, 396]
ad-text: મહાવીર નગર 1 બી એચ કે વાસ્તુ પ્રમાણે હવેલી દેરાસર નજીક (1.15થી 1.40) પ્રકાશ એસ્ટેટ- 9664661997 [355, 301, 496, 361]
classified-ad [982, 938, 1123, 1016]
ad-text: સ્ટેશન પાસે 1 બેડરૂમ (35,000/- ભાડેથી). 9967840464, 8169168071. [355, 1420, 496, 1479]
ad-heading: કાંદિવલી- બોરીવલી [220, 738, 317, 752]
ad-text: For immediate sales, 3 B H K- 775 carpet Area, New BLDG, 5mins walk from station. MB: 9820970442/ 9930821555/ 8879115442 [982, 1278, 1123, 1385]
ad-heading: કાંદિવલી (વેસ્ટ) [385, 544, 465, 559]
ad-heading: ઘાટકોપર (ઈસ્ટ) [853, 1593, 938, 1607]
classified-ad [1139, 1502, 1280, 1580]
ad-text: ALOK, ઇલ્ફાસ્ટાર, નવા ટાવરમાં, 1 બેડરૂમ 1.13કરોડ, 2 બેડરૂમ 1.67કરોડ, Jodi Flats 1+2 બેડરૂમ, 2.80કરોડ, 9322287656 [41, 1452, 182, 1527]
classified-ad [41, 1532, 182, 1610]
ad-text: ઘાટકોપર (ઈસ્ટ) 1 બેડરૂમ 478', પાર્કિંગ, રેડી 1,20,00,000/- 9321234567. [825, 1302, 966, 1362]
ad-heading: બોરીવલી (વેસ્ટ) [541, 1053, 623, 1067]
classified-ad [826, 1042, 966, 1136]
classified-ad [1139, 604, 1280, 698]
ad-text: વેચાણથી 3 બેડરૂમ 933' કાર્પેટ કિંમત આર્ટ- 3.55 નિશ્ચલ- 8879010661/ 9022240475 [41, 799, 182, 859]
classified-ad [669, 1672, 809, 1766]
ad-heading: બોરીવલી (ઈસ્ટ) [540, 1421, 624, 1436]
classified-ad [41, 655, 182, 780]
classified-ad [1139, 300, 1280, 378]
ad-text: અબુધાબી, ફેમિલી ડિનિયર ફ્લાઈટ હોટલ, જવા- ફરવા સાથે ભોજન હોલીડે- 9821376776 [1139, 1518, 1280, 1578]
ad-text: ફ્લેટ, ઓફિસ, દુકાન ભાડે/ વેચાણથી લેવા આપવા હરિઓમ પ્રોપર્ટી 9820224885, 9269261818. [825, 1059, 966, 1134]
ad-heading: FOR SALE [1018, 1077, 1087, 1091]
ad-text: ઘાટકોપરમાં પ્રીમિયમ 2, 3, 4 બેડરૂમના ફ્લેટો. 7039325112. [982, 889, 1123, 933]
ad-text: કોમ્પ્યુટરાઇઝ્ડ- લેટેસ્ટ પેકેજ. જ્યોતિષ ભાઈઓને વોટ્સએપ સુવિધા- સમય દેશમાં- જવાહરમ- 9820441711/ 9820000538 [1139, 621, 1280, 696]
sub-heading: 2 બેડરૂમ [355, 753, 496, 771]
section-heading: ભાડે આપવાનું છે [41, 139, 182, 163]
classified-ad [199, 1314, 339, 1392]
ad-heading: કાંદિવલી- બોરીવલી [220, 1025, 317, 1039]
ad-text: મહાવીર નગર, 4 બેડરૂમ, લોખર ફ્લોર, કુલ્લી ફર્નિશ, 1350 ચુસ્લેબલ કાર્પેટ, 4.25 CR. ઓનર- 9820017726 [41, 1549, 182, 1608]
classified-ad [669, 522, 809, 600]
